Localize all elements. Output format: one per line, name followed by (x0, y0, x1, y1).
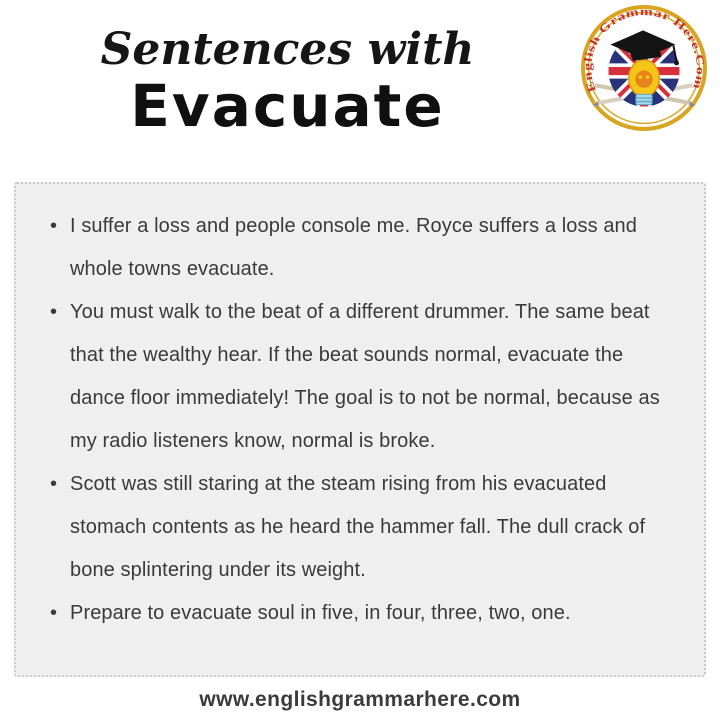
header (0, 0, 575, 175)
sentence-item: • You must walk to the beat of a different drummer. The same beat that the wealthy hear. If the beat sounds normal, evacuate the dance floor immediately! The goal is to not be normal, because as my radio listeners know, normal is broke. (40, 291, 680, 463)
sentence-item: • I suffer a loss and people console me. Royce suffers a loss and whole towns evacuate. (40, 205, 680, 291)
logo-badge-icon (580, 4, 708, 132)
footer-url: www.englishgrammarhere.com (199, 688, 521, 711)
page-subtitle: Sentences with (100, 24, 475, 75)
logo-ring-text: English Grammar Here.Com (582, 5, 706, 94)
sentence-list (40, 205, 680, 635)
sentence-item: • Scott was still staring at the steam rising from his evacuated stomach contents as he heard the hammer fall. The dull crack of bone splintering under its weight. (40, 463, 680, 592)
sentence-item: • Prepare to evacuate soul in five, in four, three, two, one. (40, 592, 680, 635)
sentences-card (14, 182, 706, 677)
page-title: Evacuate (130, 72, 445, 141)
english-grammar-here-logo (580, 4, 708, 132)
